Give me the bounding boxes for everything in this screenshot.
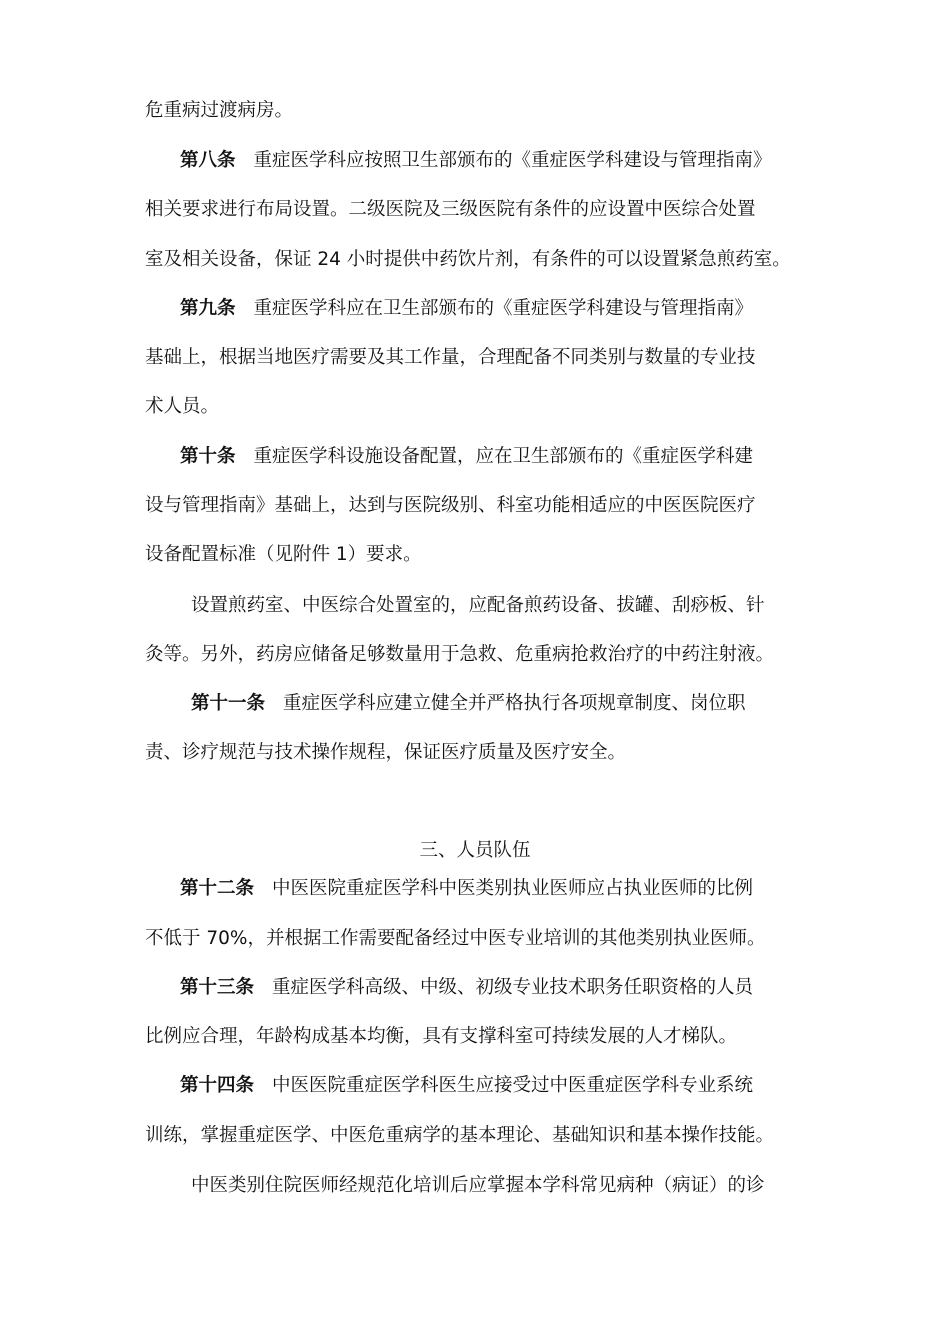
text-line: 基础上，根据当地医疗需要及其工作量，合理配备不同类别与数量的专业技: [145, 347, 756, 368]
article-text: 重症医学科设施设备配置，应在卫生部颁布的《重症医学科建: [253, 446, 754, 467]
text-line: 室及相关设备，保证 24 小时提供中药饮片剂，有条件的可以设置紧急煎药室。: [145, 249, 791, 270]
text-line: 术人员。: [145, 396, 220, 417]
article-line: [180, 976, 753, 1000]
text-line: 设与管理指南》基础上，达到与医院级别、科室功能相适应的中医医院医疗: [145, 495, 756, 516]
article-number: 第十三条: [180, 977, 255, 998]
article-number: 第十一条: [191, 693, 266, 714]
text-line: 灸等。另外，药房应储备足够数量用于急救、危重病抢救治疗的中药注射液。: [145, 644, 775, 665]
text-line: 训练，掌握重症医学、中医危重病学的基本理论、基础知识和基本操作技能。: [145, 1125, 775, 1146]
article-line: [180, 149, 772, 173]
article-number: 第九条: [180, 298, 236, 319]
section-heading: 三、人员队伍: [419, 840, 531, 861]
article-number: 第十四条: [180, 1075, 255, 1096]
article-text: 重症医学科应按照卫生部颁布的《重症医学科建设与管理指南》: [253, 150, 772, 171]
text-line: 比例应合理，年龄构成基本均衡，具有支撑科室可持续发展的人才梯队。: [145, 1026, 738, 1047]
article-line: [191, 692, 746, 716]
article-line: [180, 297, 753, 321]
text-line: 设备配置标准（见附件 1）要求。: [145, 544, 422, 565]
article-number: 第十二条: [180, 878, 255, 899]
article-text: 重症医学科应建立健全并严格执行各项规章制度、岗位职: [283, 693, 746, 714]
article-line: [180, 877, 753, 901]
article-text: 重症医学科高级、中级、初级专业技术职务任职资格的人员: [272, 977, 754, 998]
text-line: 不低于 70%，并根据工作需要配备经过中医专业培训的其他类别执业医师。: [145, 928, 766, 949]
text-line: 中医类别住院医师经规范化培训后应掌握本学科常见病种（病证）的诊: [191, 1175, 765, 1196]
article-text: 中医医院重症医学科医生应接受过中医重症医学科专业系统: [272, 1075, 754, 1096]
text-line: 危重病过渡病房。: [145, 100, 294, 121]
article-text: 重症医学科应在卫生部颁布的《重症医学科建设与管理指南》: [253, 298, 754, 319]
text-line: 相关要求进行布局设置。二级医院及三级医院有条件的应设置中医综合处置: [145, 199, 756, 220]
article-text: 中医医院重症医学科中医类别执业医师应占执业医师的比例: [272, 878, 754, 899]
text-line: 设置煎药室、中医综合处置室的，应配备煎药设备、拔罐、刮痧板、针: [191, 595, 765, 616]
article-line: [180, 1074, 753, 1098]
article-number: 第八条: [180, 150, 236, 171]
text-line: 责、诊疗规范与技术操作规程，保证医疗质量及医疗安全。: [145, 742, 627, 763]
article-number: 第十条: [180, 446, 236, 467]
article-line: [180, 445, 753, 469]
